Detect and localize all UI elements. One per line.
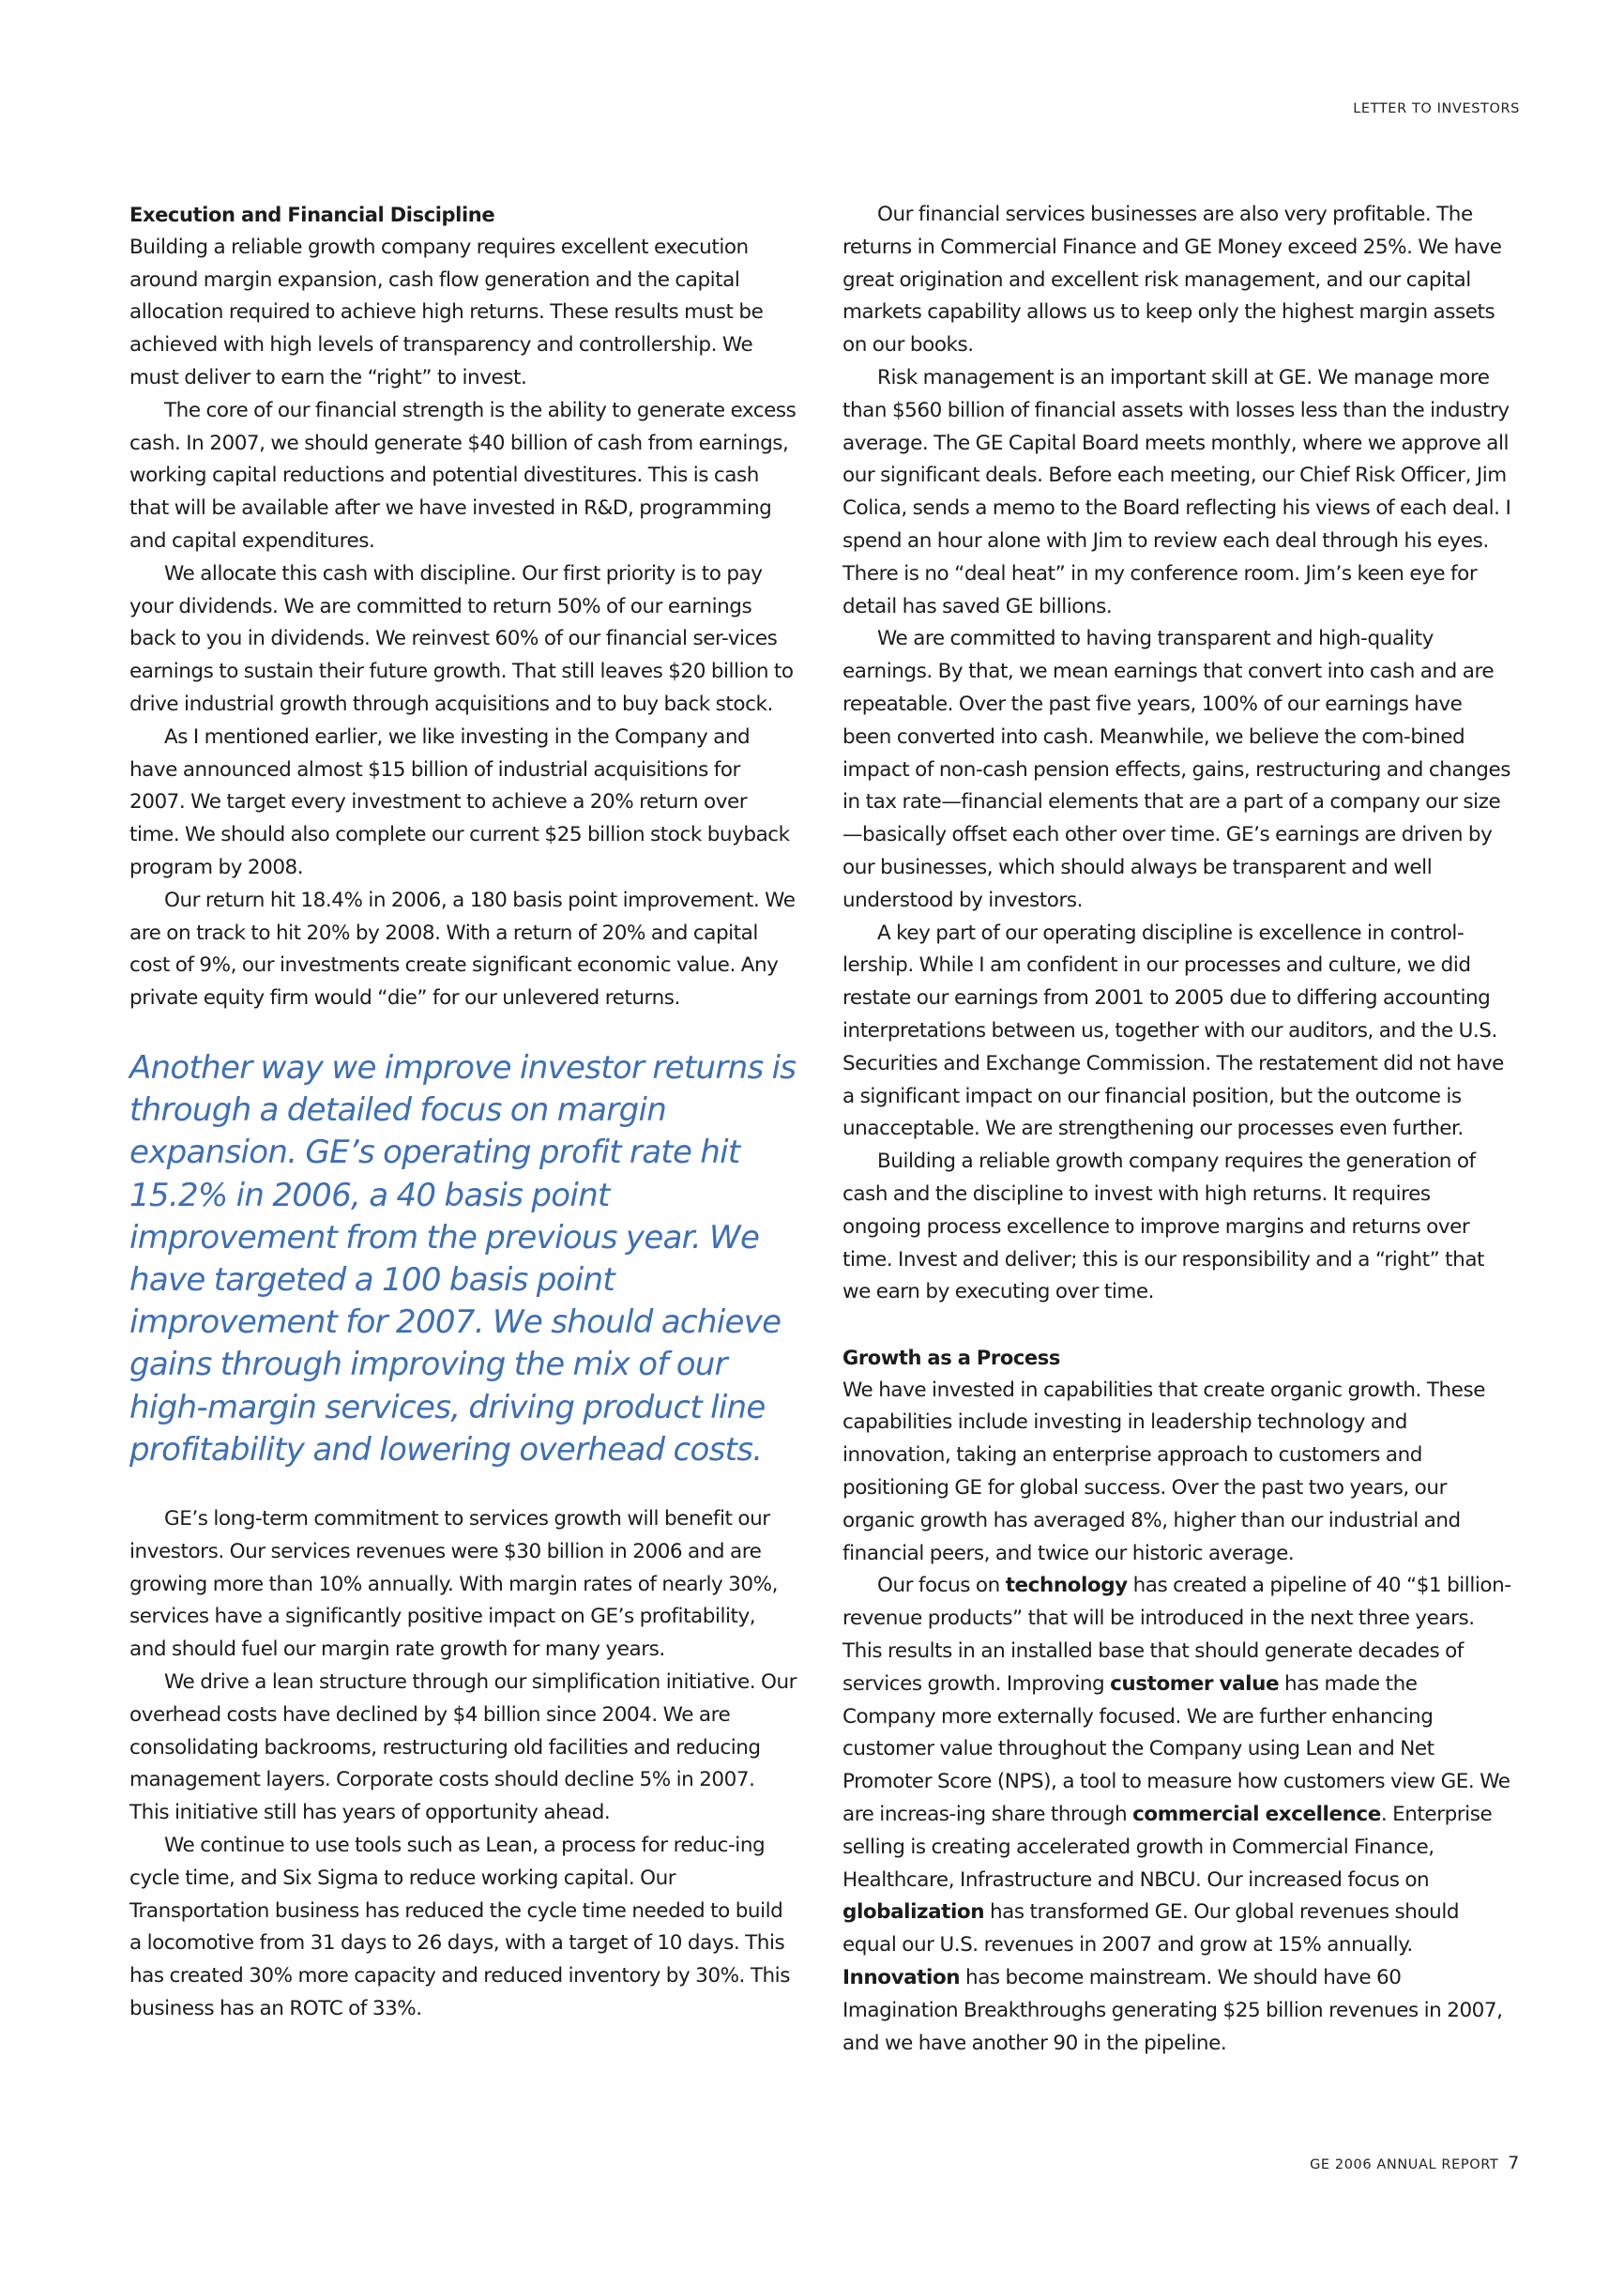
section-spacer: [842, 1309, 1514, 1342]
body-paragraph: We continue to use tools such as Lean, a process for reduc-ing cycle time, and Six Sigma to reduce working capital. Our Transportation business has reduced the cycle time needed to build a locomotive from 31 days to 26 days, with a target of 10 days. This has created 30% more capacity and reduced inventory by 30%. This business has an ROTC of 33%.: [129, 1833, 790, 2020]
page-footer: [1310, 2153, 1520, 2173]
text-segment: Our focus on: [877, 1574, 1006, 1598]
text-segment: has transformed GE. Our global revenues should equal our U.S. revenues in 2007 and grow at 15% annually.: [842, 1900, 1460, 1958]
body-paragraph: Building a reliable growth company requires the generation of cash and the discipline to invest with high returns. It requires ongoing process excellence to improve margins and returns over time. Invest and deliver; this is our responsibility and a “right” that we earn by executing over time.: [842, 1150, 1485, 1304]
body-paragraph: Our return hit 18.4% in 2006, a 180 basis point improvement. We are on track to hit 20% by 2008. With a return of 20% and capital cost of 9%, our investments create significant economic value. Any private equity firm would “die” for our unlevered returns.: [129, 888, 796, 1011]
publication-title: GE 2006 ANNUAL REPORT: [1310, 2157, 1499, 2172]
emphasis-innovation: Innovation: [842, 1966, 961, 1990]
body-paragraph: Our financial services businesses are also very profitable. The returns in Commercial Finance and GE Money exceed 25%. We have great origination and excellent risk management, and our capital markets capability allows us to keep only the highest margin assets on our books.: [842, 203, 1502, 358]
text-segment: has made the Company more externally focused. We are further enhancing customer value throughout the Company using Lean and Net Promoter Score (NPS), a tool to measure how customers view GE. We are increas-ing share through: [842, 1671, 1510, 1827]
text-segment: has created a pipeline of 40 “$1 billion-revenue products” that will be introduced in the next three years. This results in an installed base that should generate decades of services growth. Improving: [842, 1574, 1511, 1696]
body-paragraph: A key part of our operating discipline is excellence in control-lership. While I am confident in our processes and culture, we did restate our earnings from 2001 to 2005 due to differing accounting interpretations between us, together with our auditors, and the U.S. Securities and Exchange Commission. The restatement did not have a significant impact on our financial position, but the outcome is unacceptable. We are strengthening our processes even further.: [842, 921, 1504, 1141]
pull-quote: Another way we improve investor returns is through a detailed focus on margin expansion. GE’s operating profit rate hit 15.2% in 2006, a 40 basis point improvement from the previous year. We have targeted a 100 basis point improvement for 2007. We should achieve gains through improving the mix of our high-margin services, driving product line profitability and lowering overhead costs.: [129, 1048, 797, 1469]
body-paragraph: We allocate this cash with discipline. Our first priority is to pay your dividends. We are committed to return 50% of our earnings back to you in dividends. We reinvest 60% of our financial ser-vices earnings to sustain their future growth. That still leaves $20 billion to drive industrial growth through acquisitions and to buy back stock.: [129, 561, 794, 716]
body-paragraph-growth-drivers: [842, 1570, 1514, 2060]
right-column: [842, 199, 1514, 2060]
page-number: 7: [1508, 2153, 1520, 2173]
body-paragraph: We are committed to having transparent and high-quality earnings. By that, we mean earnings that convert into cash and are repeatable. Over the past five years, 100% of our earnings have been converted into cash. Meanwhile, we believe the com-bined impact of non-cash pension effects, gains, restructuring and changes in tax rate—financial elements that are a part of a company our size—basically offset each other over time. GE’s earnings are driven by our businesses, which should always be transparent and well understood by investors.: [842, 627, 1511, 912]
text-segment: . Enterprise selling is creating accelerated growth in Commercial Finance, Healthcare, Infrastructure and NBCU. Our increased focus on: [842, 1803, 1493, 1892]
running-head: LETTER TO INVESTORS: [1353, 101, 1520, 116]
body-paragraph: We have invested in capabilities that create organic growth. These capabilities include investing in leadership technology and innovation, taking an enterprise approach to customers and positioning GE for global success. Over the past two years, our organic growth has averaged 8%, higher than our industrial and financial peers, and twice our historic average.: [842, 1378, 1485, 1565]
body-paragraph: As I mentioned earlier, we like investing in the Company and have announced almost $15 billion of industrial acquisitions for 2007. We target every investment to achieve a 20% return over time. We should also complete our current $25 billion stock buyback program by 2008.: [129, 724, 790, 879]
section-heading-growth: Growth as a Process: [842, 1346, 1060, 1369]
body-paragraph: We drive a lean structure through our simplification initiative. Our overhead costs have declined by $4 billion since 2004. We are consolidating backrooms, restructuring old facilities and reducing management layers. Corporate costs should decline 5% in 2007. This initiative still has years of opportunity ahead.: [129, 1669, 797, 1825]
body-paragraph: Risk management is an important skill at GE. We manage more than $560 billion of financial assets with losses less than the industry average. The GE Capital Board meets monthly, where we approve all our significant deals. Before each meeting, our Chief Risk Officer, Jim Colica, sends a memo to the Board reflecting his views of each deal. I spend an hour alone with Jim to review each deal through his eyes. There is no “deal heat” in my conference room. Jim’s keen eye for detail has saved GE billions.: [842, 365, 1511, 618]
emphasis-globalization: globalization: [842, 1900, 985, 1925]
emphasis-customer-value: customer value: [1110, 1671, 1280, 1696]
body-paragraph: GE’s long-term commitment to services growth will benefit our investors. Our services revenues were $30 billion in 2006 and are growing more than 10% annually. With margin rates of nearly 30%, services have a significantly positive impact on GE’s profitability, and should fuel our margin rate growth for many years.: [129, 1506, 778, 1662]
text-segment: has become mainstream. We should have 60 Imagination Breakthroughs generating $25 billion revenues in 2007, and we have another 90 in the pipeline.: [842, 1966, 1503, 2055]
emphasis-commercial-excellence: commercial excellence: [1132, 1803, 1381, 1827]
left-column: [129, 199, 797, 2026]
body-paragraph: Building a reliable growth company requires excellent execution around margin expansion, cash flow generation and the capital allocation required to achieve high returns. These results must be achieved with high levels of transparency and controllership. We must deliver to earn the “right” to invest.: [129, 235, 764, 389]
body-paragraph: The core of our financial strength is the ability to generate excess cash. In 2007, we should generate $40 billion of cash from earnings, working capital reductions and potential divestitures. This is cash that will be available after we have invested in R&D, programming and capital expenditures.: [129, 398, 797, 553]
emphasis-technology: technology: [1005, 1574, 1128, 1598]
section-heading-execution: Execution and Financial Discipline: [129, 204, 495, 226]
